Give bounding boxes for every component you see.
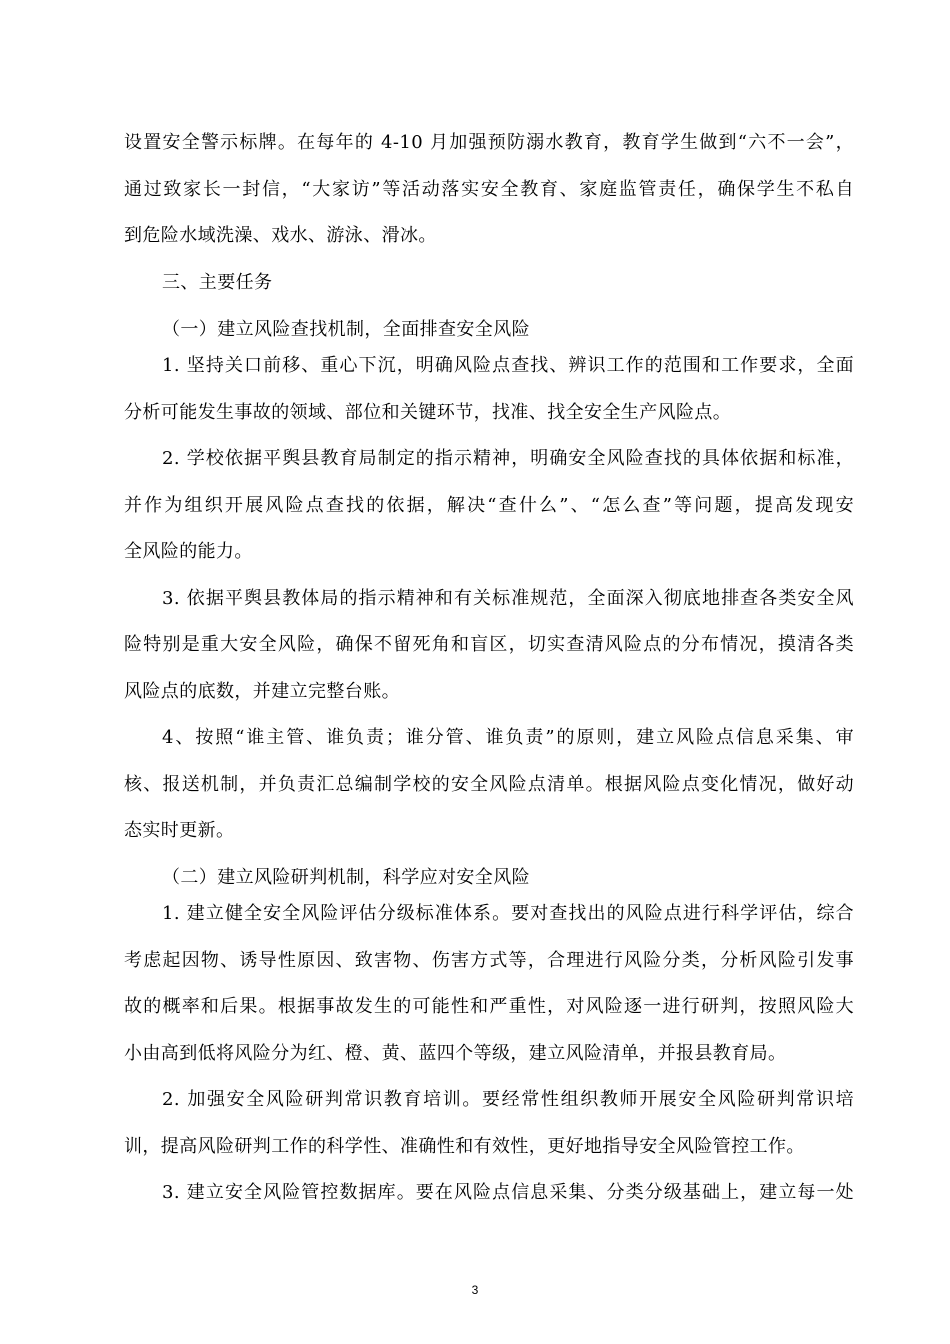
paragraph-line-6: 1. 坚持关口前移、重心下沉，明确风险点查找、辨识工作的范围和工作要求，全面: [162, 355, 854, 376]
paragraph-line-9: 并作为组织开展风险点查找的依据，解决“查什么”、“怎么查”等问题，提高发现安: [124, 495, 854, 516]
paragraph-line-22: 2. 加强安全风险研判常识教育培训。要经常性组织教师开展安全风险研判常识培: [162, 1089, 854, 1110]
paragraph-line-23: 训，提高风险研判工作的科学性、准确性和有效性，更好地指导安全风险管控工作。: [124, 1136, 805, 1157]
paragraph-line-24: 3. 建立安全风险管控数据库。要在风险点信息采集、分类分级基础上，建立每一处: [162, 1182, 854, 1203]
paragraph-line-2: 通过致家长一封信，“大家访”等活动落实安全教育、家庭监管责任，确保学生不私自: [124, 179, 854, 200]
subsection-heading-2: （二）建立风险研判机制，科学应对安全风险: [162, 867, 530, 888]
paragraph-line-7: 分析可能发生事故的领域、部位和关键环节，找准、找全安全生产风险点。: [124, 402, 732, 423]
paragraph-line-10: 全风险的能力。: [124, 541, 253, 562]
paragraph-line-13: 风险点的底数，并建立完整台账。: [124, 681, 400, 702]
paragraph-line-19: 考虑起因物、诱导性原因、致害物、伤害方式等，合理进行风险分类，分析风险引发事: [124, 950, 854, 971]
section-heading: 三、主要任务: [162, 272, 273, 293]
paragraph-line-3: 到危险水域洗澡、戏水、游泳、滑冰。: [124, 225, 437, 246]
paragraph-line-8: 2. 学校依据平舆县教育局制定的指示精神，明确安全风险查找的具体依据和标准，: [162, 448, 854, 469]
paragraph-line-16: 态实时更新。: [124, 820, 235, 841]
paragraph-line-21: 小由高到低将风险分为红、橙、黄、蓝四个等级，建立风险清单，并报县教育局。: [124, 1043, 787, 1064]
paragraph-line-11: 3. 依据平舆县教体局的指示精神和有关标准规范，全面深入彻底地排查各类安全风: [162, 588, 854, 609]
page-number: 3: [471, 1283, 479, 1297]
subsection-heading-1: （一）建立风险查找机制，全面排查安全风险: [162, 319, 530, 340]
paragraph-line-18: 1. 建立健全安全风险评估分级标准体系。要对查找出的风险点进行科学评估，综合: [162, 903, 854, 924]
paragraph-line-15: 核、报送机制，并负责汇总编制学校的安全风险点清单。根据风险点变化情况，做好动: [124, 774, 854, 795]
paragraph-line-20: 故的概率和后果。根据事故发生的可能性和严重性，对风险逐一进行研判，按照风险大: [124, 996, 854, 1017]
paragraph-line-1: 设置安全警示标牌。在每年的 4-10 月加强预防溺水教育，教育学生做到“六不一会”，: [124, 132, 854, 153]
paragraph-line-12: 险特别是重大安全风险，确保不留死角和盲区，切实查清风险点的分布情况，摸清各类: [124, 634, 854, 655]
paragraph-line-14: 4、按照“谁主管、谁负责；谁分管、谁负责”的原则，建立风险点信息采集、审: [162, 727, 854, 748]
